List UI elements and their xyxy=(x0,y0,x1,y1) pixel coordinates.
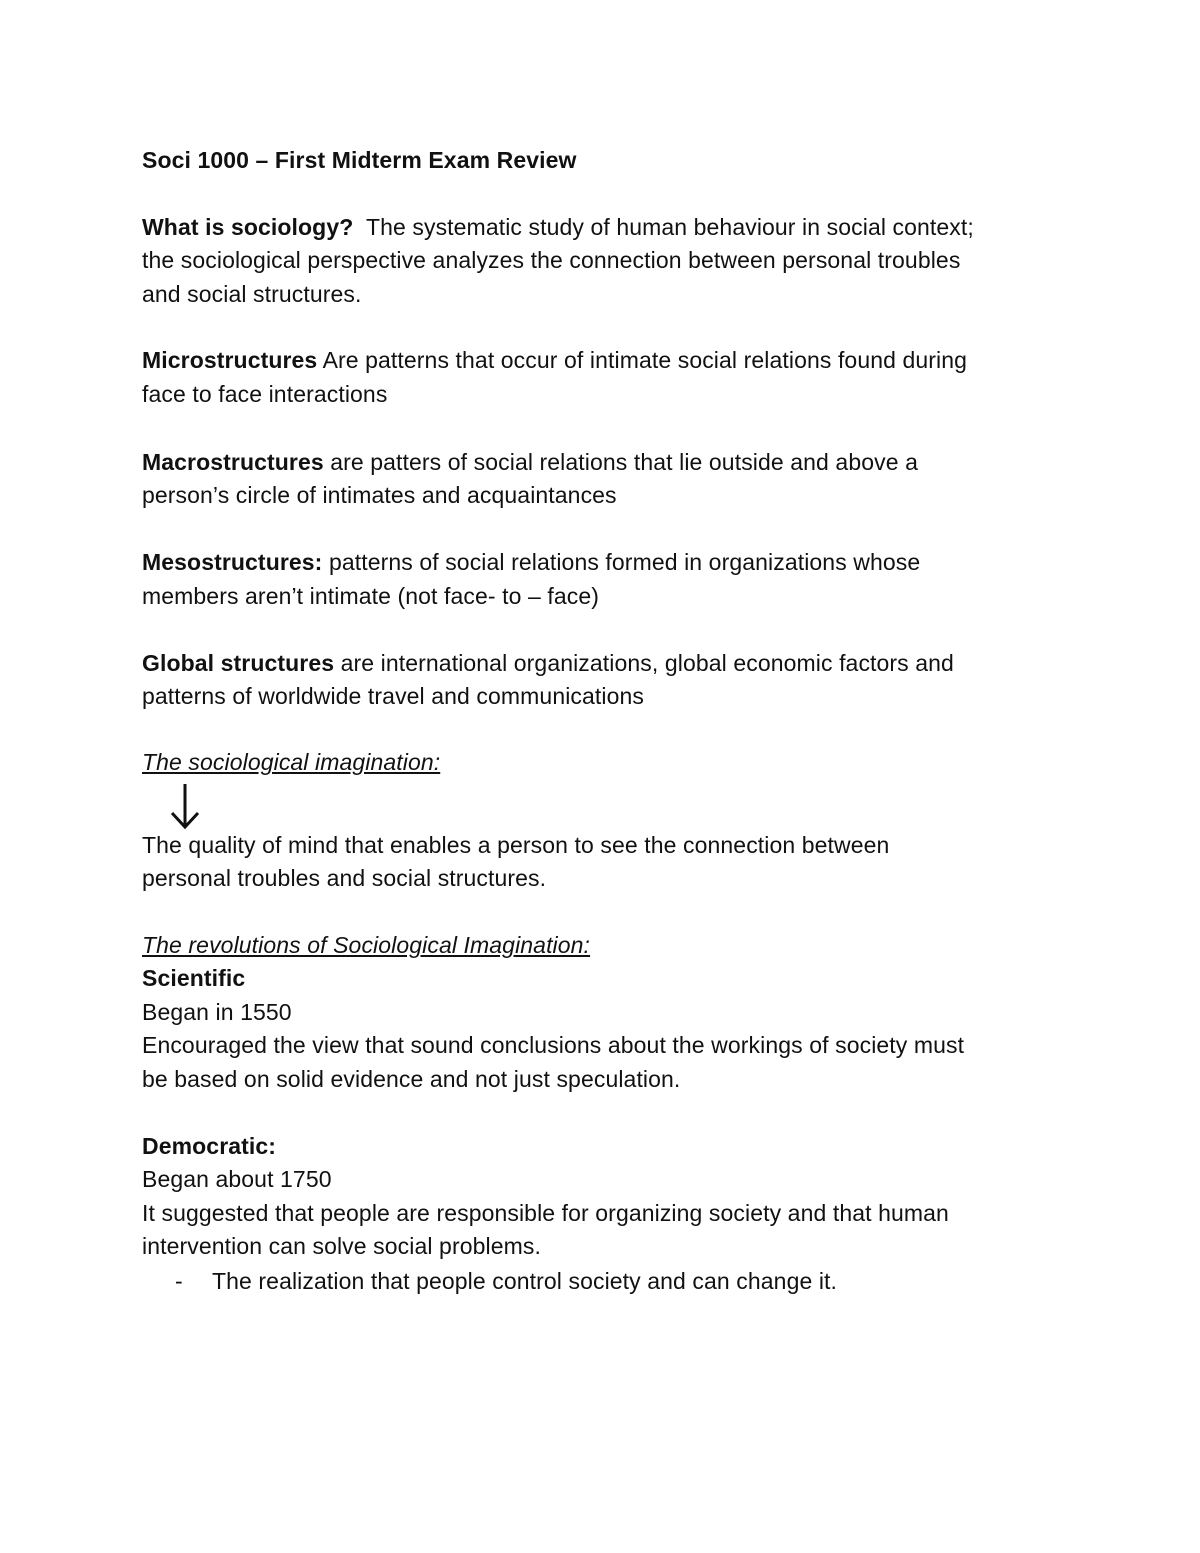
sociology-text-2: the sociological perspective analyzes the connection between personal troubles xyxy=(142,247,961,273)
down-arrow-icon xyxy=(146,780,222,832)
global-text-2: patterns of worldwide travel and communications xyxy=(142,683,644,709)
micro-text-1: Are patterns that occur of intimate social relations found during xyxy=(322,347,968,373)
democratic-bullet: The realization that people control society and can change it. xyxy=(212,1268,838,1294)
meso-line-1 xyxy=(142,546,920,579)
macro-text-1: are patters of social relations that lie outside and above a xyxy=(330,449,918,475)
micro-line-1 xyxy=(142,344,967,377)
revolutions-heading: The revolutions of Sociological Imagination: xyxy=(142,932,591,958)
scientific-text-1: Encouraged the view that sound conclusions about the workings of society must xyxy=(142,1032,965,1058)
macro-text-2: person’s circle of intimates and acquaintances xyxy=(142,482,617,508)
sociology-text-1: The systematic study of human behaviour in social context; xyxy=(365,214,974,240)
macro-line-1 xyxy=(142,446,918,479)
meso-heading: Mesostructures: xyxy=(142,549,323,575)
imagination-text-2: personal troubles and social structures. xyxy=(142,865,547,891)
democratic-began: Began about 1750 xyxy=(142,1166,332,1192)
scientific-began: Began in 1550 xyxy=(142,999,292,1025)
bullet-marker: - xyxy=(175,1268,183,1294)
sociology-text-3: and social structures. xyxy=(142,281,362,307)
sociology-definition-line-1 xyxy=(142,211,974,244)
democratic-text-2: intervention can solve social problems. xyxy=(142,1233,541,1259)
democratic-heading: Democratic: xyxy=(142,1133,277,1159)
micro-text-2: face to face interactions xyxy=(142,381,388,407)
imagination-text-1: The quality of mind that enables a person to see the connection between xyxy=(142,832,890,858)
sociology-heading: What is sociology? xyxy=(142,214,354,240)
document-title: Soci 1000 – First Midterm Exam Review xyxy=(142,147,577,173)
imagination-heading: The sociological imagination: xyxy=(142,749,441,775)
meso-text-1: patterns of social relations formed in organizations whose xyxy=(328,549,921,575)
scientific-heading: Scientific xyxy=(142,965,246,991)
scientific-text-2: be based on solid evidence and not just speculation. xyxy=(142,1066,681,1092)
global-line-1 xyxy=(142,647,954,680)
meso-text-2: members aren’t intimate (not face- to – face) xyxy=(142,583,600,609)
micro-heading: Microstructures xyxy=(142,347,318,373)
democratic-text-1: It suggested that people are responsible for organizing society and that human xyxy=(142,1200,949,1226)
macro-heading: Macrostructures xyxy=(142,449,324,475)
global-text-1: are international organizations, global economic factors and xyxy=(340,650,954,676)
global-heading: Global structures xyxy=(142,650,335,676)
